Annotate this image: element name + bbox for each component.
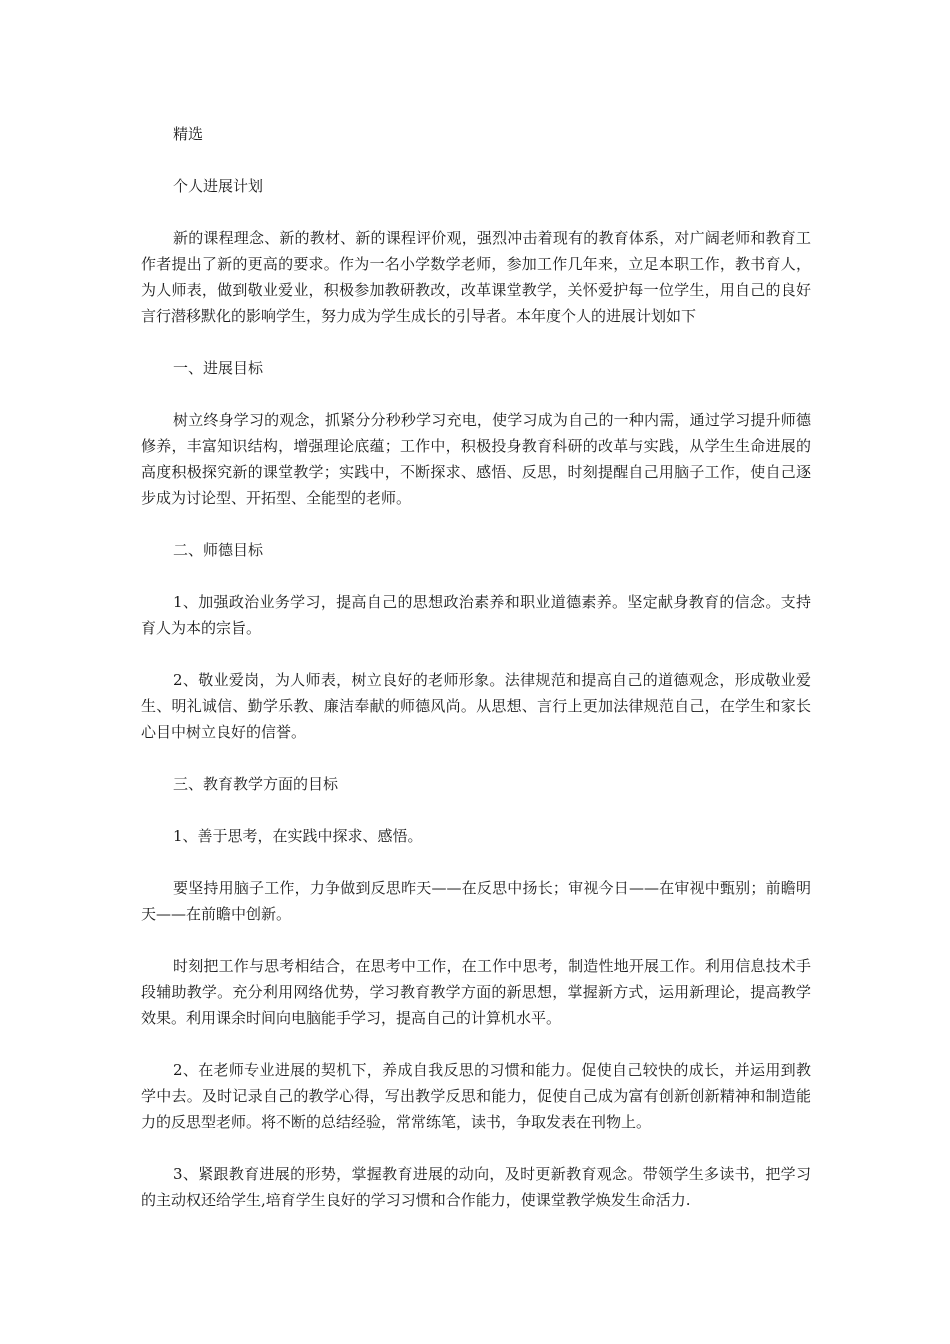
teaching-goal-item-1: 1、善于思考，在实践中探求、感悟。 bbox=[173, 827, 423, 845]
ethics-goal-item-1: 1、加强政治业务学习，提高自己的思想政治素养和职业道德素养。坚定献身教育的信念。支持育人为本的宗旨。 bbox=[141, 593, 811, 637]
section-heading-teaching-goals: 三、教育教学方面的目标 bbox=[173, 775, 339, 793]
teaching-goal-paragraph-technology: 时刻把工作与思考相结合，在思考中工作，在工作中思考，制造性地开展工作。利用信息技术手段辅助教学。充分利用网络优势，学习教育教学方面的新思想，掌握新方式，运用新理论，提高教学效果。利用课余时间向电脑能手学习，提高自己的计算机水平。 bbox=[141, 957, 811, 1027]
development-goals-paragraph: 树立终身学习的观念，抓紧分分秒秒学习充电，使学习成为自己的一种内需，通过学习提升师德修养，丰富知识结构，增强理论底蕴；工作中，积极投身教育科研的改革与实践，从学生生命进展的高度积极探究新的课堂教学；实践中，不断探求、感悟、反思，时刻提醒自己用脑子工作，使自己逐步成为讨论型、开拓型、全能型的老师。 bbox=[141, 411, 811, 507]
document-header: 精选 bbox=[173, 125, 204, 143]
teaching-goal-item-2: 2、在老师专业进展的契机下，养成自我反思的习惯和能力。促使自己较快的成长，并运用到教学中去。及时记录自己的教学心得，写出教学反思和能力，促使自己成为富有创新创新精神和制造能力的反思型老师。将不断的总结经验，常常练笔，读书，争取发表在刊物上。 bbox=[141, 1061, 811, 1131]
document-title: 个人进展计划 bbox=[173, 177, 264, 195]
section-heading-development-goals: 一、进展目标 bbox=[173, 359, 264, 377]
teaching-goal-paragraph-reflection: 要坚持用脑子工作，力争做到反思昨天——在反思中扬长；审视今日——在审视中甄别；前瞻明天——在前瞻中创新。 bbox=[141, 879, 811, 923]
ethics-goal-item-2: 2、敬业爱岗，为人师表，树立良好的老师形象。法律规范和提高自己的道德观念，形成敬业爱生、明礼诚信、勤学乐教、廉洁奉献的师德风尚。从思想、言行上更加法律规范自己，在学生和家长心目中树立良好的信誉。 bbox=[141, 671, 811, 741]
intro-paragraph: 新的课程理念、新的教材、新的课程评价观，强烈冲击着现有的教育体系，对广阔老师和教育工作者提出了新的更高的要求。作为一名小学数学老师，参加工作几年来，立足本职工作，教书育人，为人师表，做到敬业爱业，积极参加教研教改，改革课堂教学，关怀爱护每一位学生，用自己的良好言行潜移默化的影响学生，努力成为学生成长的引导者。本年度个人的进展计划如下 bbox=[141, 229, 811, 325]
document-body bbox=[141, 121, 811, 1239]
teaching-goal-item-3: 3、紧跟教育进展的形势，掌握教育进展的动向，及时更新教育观念。带领学生多读书，把学习的主动权还给学生,培育学生良好的学习习惯和合作能力，使课堂教学焕发生命活力. bbox=[141, 1165, 811, 1209]
section-heading-ethics-goals: 二、师德目标 bbox=[173, 541, 264, 559]
